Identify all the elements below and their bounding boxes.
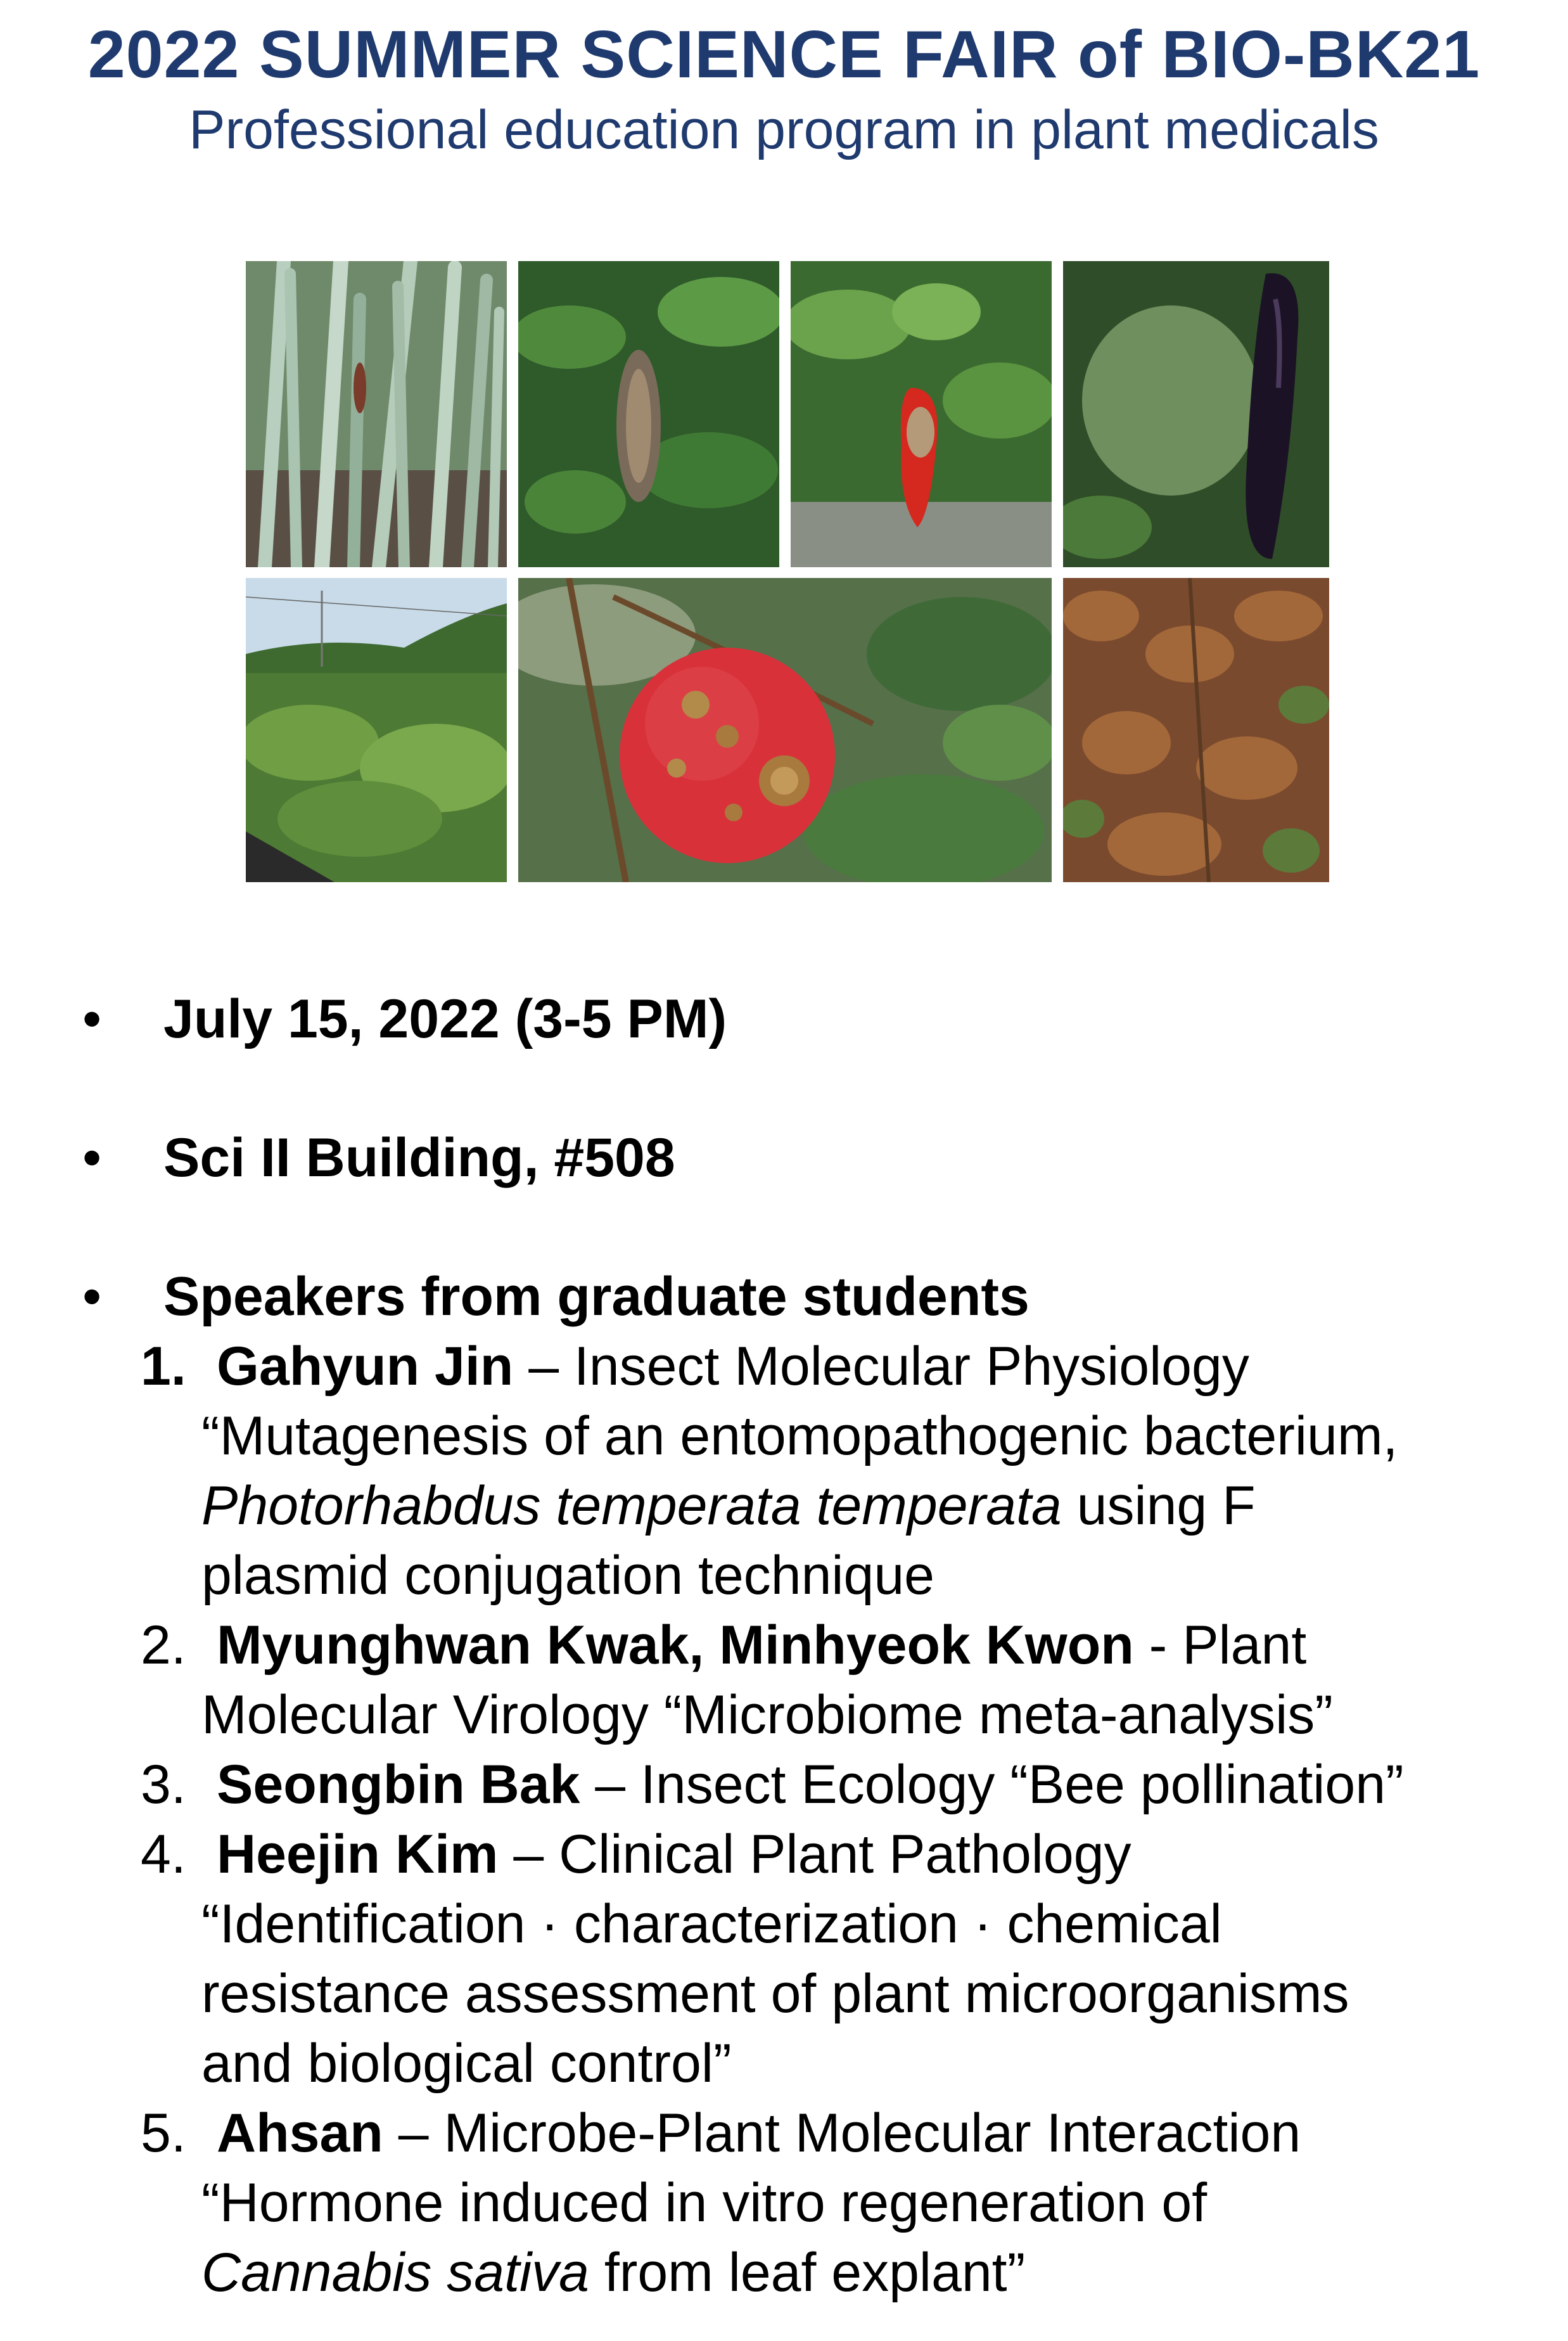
photo-collage	[246, 261, 1329, 882]
photo-eggplant	[1063, 261, 1329, 567]
speaker-5-title-line-2	[201, 2242, 1026, 2303]
speaker-4-title-line-3: and biological control”	[201, 2033, 732, 2094]
speaker-1-number: 1.	[141, 1336, 186, 1397]
bullet-icon: •	[82, 1127, 102, 1188]
photo-apple	[518, 578, 1052, 882]
photo-blighted-tree	[1063, 578, 1329, 882]
speaker-5-title-line-1: “Hormone induced in vitro regeneration of	[201, 2172, 1208, 2233]
speaker-4-name: Heejin Kim	[217, 1824, 499, 1885]
speaker-5-species: Cannabis sativa	[201, 2242, 589, 2303]
speaker-4-title-line-1: “Identification · characterization · chemical	[201, 1894, 1222, 1954]
photo-red-pepper	[791, 261, 1052, 567]
poster-subtitle: Professional education program in plant medicals	[189, 99, 1379, 160]
speaker-5-title-rest: from leaf explant”	[589, 2242, 1026, 2303]
photo-pepper-plant	[518, 261, 779, 567]
speakers-heading: Speakers from graduate students	[163, 1266, 1029, 1327]
speaker-4-number: 4.	[141, 1824, 186, 1885]
speaker-2-number: 2.	[141, 1615, 186, 1676]
photo-pepper-field	[246, 578, 507, 882]
speaker-5-dept: – Microbe-Plant Molecular Interaction	[383, 2103, 1301, 2164]
speaker-5-number: 5.	[141, 2103, 186, 2164]
speaker-5-name: Ahsan	[217, 2103, 383, 2164]
speaker-1-title-line-2	[201, 1475, 1256, 1536]
speaker-3-name: Seongbin Bak	[217, 1754, 580, 1815]
event-date: July 15, 2022 (3-5 PM)	[163, 989, 727, 1049]
speaker-4-dept: – Clinical Plant Pathology	[498, 1824, 1131, 1885]
bullet-icon: •	[82, 989, 102, 1049]
speaker-2-dept: - Plant	[1133, 1615, 1307, 1676]
speaker-1-title-line-3: plasmid conjugation technique	[201, 1545, 935, 1606]
poster-title: 2022 SUMMER SCIENCE FAIR of BIO-BK21	[87, 17, 1481, 92]
speaker-1-title-line-1: “Mutagenesis of an entomopathogenic bacterium,	[201, 1406, 1398, 1466]
speaker-1-dept: – Insect Molecular Physiology	[513, 1336, 1249, 1397]
photo-green-onion	[246, 261, 507, 567]
speaker-2-title-line-1: Molecular Virology “Microbiome meta-analysis”	[201, 1684, 1333, 1745]
event-location: Sci II Building, #508	[163, 1127, 675, 1188]
speaker-3-dept: – Insect Ecology “Bee pollination”	[580, 1754, 1404, 1815]
speaker-1-name: Gahyun Jin	[217, 1336, 514, 1397]
speaker-4-title-line-2: resistance assessment of plant microorganisms	[201, 1963, 1349, 2024]
speaker-1-title-rest: using F	[1061, 1475, 1256, 1536]
speaker-2-name: Myunghwan Kwak, Minhyeok Kwon	[217, 1615, 1134, 1676]
speaker-1-species: Photorhabdus temperata temperata	[201, 1475, 1062, 1536]
speaker-3-number: 3.	[141, 1754, 186, 1815]
bullet-icon: •	[82, 1266, 102, 1327]
